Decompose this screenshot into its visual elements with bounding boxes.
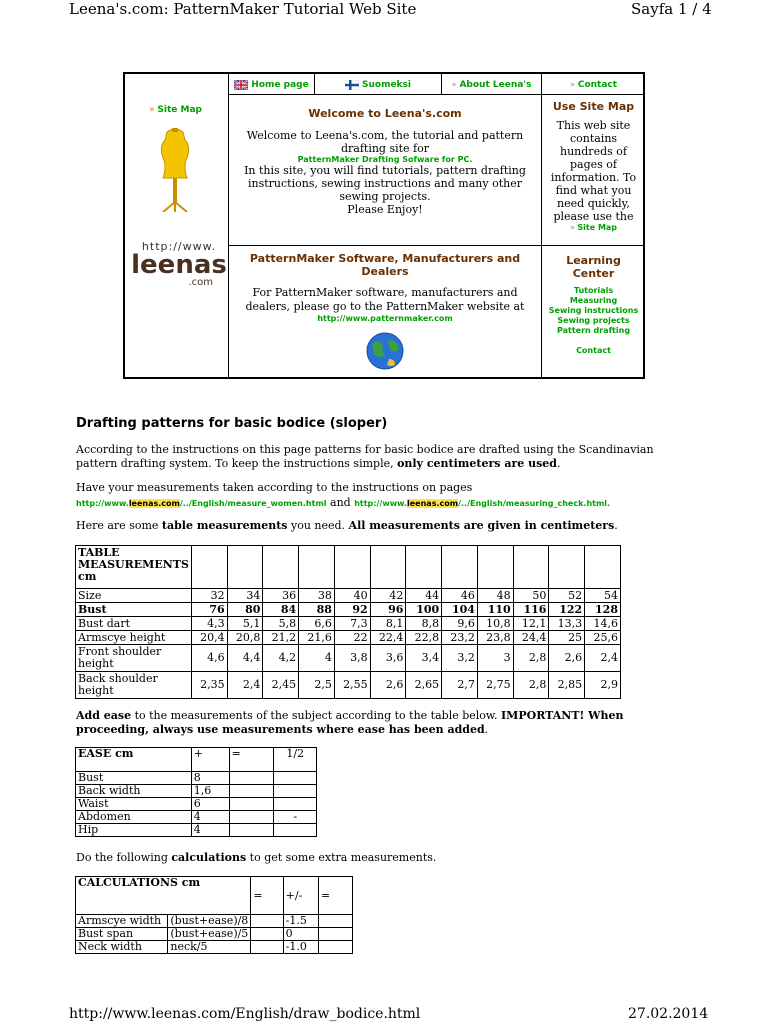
measurements-text: Have your measurements taken according to the instructions on pages	[76, 481, 473, 494]
p4-bold2: IMPORTANT! When proceeding, always use measurements where ease has been added	[76, 709, 624, 736]
table-cell: 116	[513, 603, 549, 617]
table-cell: 32	[191, 589, 227, 603]
nav-suomeksi-link[interactable]	[315, 74, 441, 95]
learning-link-measuring[interactable]: Measuring	[569, 296, 618, 305]
left-sitemap-link[interactable]	[149, 105, 202, 115]
table-row	[76, 915, 353, 928]
row-label: Bust dart	[76, 617, 192, 631]
table-cell: 13,3	[549, 617, 585, 631]
p4-bold1: Add ease	[76, 709, 132, 722]
table-row	[76, 645, 621, 672]
learning-center-title: Learning Center	[566, 254, 621, 280]
page-number: Sayfa 1 / 4	[631, 0, 712, 18]
p5-end: to get some extra measurements.	[246, 851, 437, 864]
learning-link-contact[interactable]: Contact	[576, 346, 611, 355]
page-title: Leena's.com: PatternMaker Tutorial Web Site	[69, 0, 417, 18]
table-cell	[274, 785, 317, 798]
row-label: Back width	[76, 785, 192, 798]
table-cell	[229, 785, 274, 798]
table-cell: 6,6	[299, 617, 335, 631]
table-cell: 10,8	[477, 617, 513, 631]
table-cell: 4	[299, 645, 335, 672]
p3-mid: you need.	[287, 519, 349, 532]
table-header-row	[76, 748, 317, 772]
table-cell	[229, 798, 274, 811]
link1-path: /../English/measure_women.html	[179, 499, 327, 508]
table-cell: 42	[370, 589, 406, 603]
learning-link-sewing-projects[interactable]: Sewing projects	[557, 316, 630, 325]
table-cell	[318, 928, 352, 941]
row-label: Front shoulder height	[76, 645, 192, 672]
table-cell: 52	[549, 589, 585, 603]
pm-text: For PatternMaker software, manufacturers and dealers, please go to the PatternMaker website at	[245, 286, 525, 313]
table-cell: 2,75	[477, 672, 513, 699]
footer-date: 27.02.2014	[628, 1006, 709, 1022]
table-cell: 2,7	[442, 672, 478, 699]
table-cell: 22	[334, 631, 370, 645]
table-cell: 2,55	[334, 672, 370, 699]
table-cell: 7,3	[334, 617, 370, 631]
row-label: Neck width	[76, 941, 168, 954]
nav-about-link[interactable]	[442, 74, 541, 95]
table-cell	[229, 772, 274, 785]
table-cell: 22,4	[370, 631, 406, 645]
welcome-line1: Welcome to Leena's.com, the tutorial and pattern drafting site for	[246, 129, 524, 155]
nav-about-label: About Leena's	[459, 79, 532, 90]
table-cell: 3,4	[406, 645, 442, 672]
dress-form-icon	[155, 126, 195, 212]
p3-bold2: All measurements are given in centimeters	[348, 519, 615, 532]
table-cell: 100	[406, 603, 442, 617]
calc-header-cell: =	[318, 877, 352, 915]
table-cell: 48	[477, 589, 513, 603]
row-label: Hip	[76, 824, 192, 837]
table-cell: 4	[191, 824, 229, 837]
table-cell	[251, 928, 283, 941]
table-cell	[251, 915, 283, 928]
table-cell: 2,4	[227, 672, 263, 699]
table-cell: 88	[299, 603, 335, 617]
row-label: Back shoulder height	[76, 672, 192, 699]
table-cell	[274, 798, 317, 811]
table-cell: 2,5	[299, 672, 335, 699]
use-sitemap-title: Use Site Map	[552, 100, 635, 113]
calculations-table	[75, 876, 353, 954]
arrow-icon: »	[451, 80, 457, 89]
learning-center-section	[542, 254, 645, 356]
arrow-icon: »	[569, 223, 575, 232]
table-cell: 96	[370, 603, 406, 617]
table-cell: 4,3	[191, 617, 227, 631]
table-cell: 104	[442, 603, 478, 617]
table-cell: neck/5	[168, 941, 251, 954]
table-cell: 20,4	[191, 631, 227, 645]
p3-bold1: table measurements	[161, 519, 288, 532]
table-cell: 21,2	[263, 631, 299, 645]
finland-flag-icon	[345, 80, 359, 90]
row-label: Armscye height	[76, 631, 192, 645]
table-row	[76, 811, 317, 824]
table-cell	[318, 941, 352, 954]
logo-main-text: leenas	[131, 250, 227, 280]
table-cell: 25,6	[585, 631, 621, 645]
table-cell: 24,4	[513, 631, 549, 645]
row-label: Abdomen	[76, 811, 192, 824]
calc-header-cell: +/-	[283, 877, 318, 915]
table-cell: -1.5	[283, 915, 318, 928]
welcome-link[interactable]: PatternMaker Drafting Sofware for PC.	[297, 155, 473, 164]
table-cell: 2,6	[370, 672, 406, 699]
table-cell: 44	[406, 589, 442, 603]
row-label: Size	[76, 589, 192, 603]
table-header-row	[76, 877, 353, 915]
left-sitemap-label: Site Map	[157, 105, 202, 115]
nav-contact-label: Contact	[577, 79, 618, 90]
table-cell: 2,6	[549, 645, 585, 672]
p3-end: .	[614, 519, 618, 532]
table-measurements	[75, 545, 621, 699]
site-header-box	[123, 72, 645, 379]
table-cell: (bust+ease)/8	[168, 915, 251, 928]
table-cell: 4,4	[227, 645, 263, 672]
pm-link[interactable]: http://www.patternmaker.com	[317, 314, 453, 323]
link2-domain: leenas.com	[407, 499, 459, 508]
table-cell: 0	[283, 928, 318, 941]
table-cell: (bust+ease)/5	[168, 928, 251, 941]
table-measurements-title: TABLE MEASUREMENTS cm	[76, 546, 192, 589]
and-text: and	[326, 496, 355, 509]
table-cell: 3	[477, 645, 513, 672]
intro-bold: only centimeters are used	[397, 457, 557, 470]
use-sitemap-section	[542, 96, 645, 232]
p3-text: Here are some	[76, 519, 162, 532]
row-label: Waist	[76, 798, 192, 811]
table-cell: 20,8	[227, 631, 263, 645]
table-row	[76, 672, 621, 699]
table-cell	[274, 772, 317, 785]
nav-home-link[interactable]	[229, 74, 314, 95]
table-row	[76, 928, 353, 941]
footer-url: http://www.leenas.com/English/draw_bodice.html	[69, 1006, 421, 1022]
table-cell: 14,6	[585, 617, 621, 631]
table-cell	[229, 824, 274, 837]
row-label: Bust	[76, 772, 192, 785]
table-intro-paragraph	[76, 519, 696, 533]
ease-paragraph	[76, 709, 696, 737]
table-cell	[229, 811, 274, 824]
measuring-check-link[interactable]	[354, 499, 607, 508]
patternmaker-section	[235, 252, 535, 375]
table-cell: 6	[191, 798, 229, 811]
table-cell: 23,8	[477, 631, 513, 645]
ease-header-cell: +	[191, 748, 229, 772]
table-cell: 2,85	[549, 672, 585, 699]
table-row	[76, 824, 317, 837]
ease-title: EASE cm	[76, 748, 192, 772]
intro-text: According to the instructions on this page patterns for basic bodice are drafted using the Scandinavian pattern drafting system. To keep the instructions simple,	[76, 443, 654, 470]
table-cell: 22,8	[406, 631, 442, 645]
use-sitemap-link-label: Site Map	[577, 223, 618, 232]
welcome-line2: In this site, you will find tutorials, pattern drafting instructions, sewing instructions and many other sewing projects.	[244, 164, 526, 203]
table-cell: 2,4	[585, 645, 621, 672]
use-sitemap-text: This web site contains hundreds of pages of information. To find what you need quickly, please use the	[550, 119, 637, 223]
table-cell: 2,9	[585, 672, 621, 699]
table-cell: -	[274, 811, 317, 824]
nav-contact-link[interactable]	[542, 74, 645, 95]
arrow-icon: »	[569, 80, 575, 89]
nav-suomeksi-label: Suomeksi	[362, 79, 411, 90]
table-cell: 84	[263, 603, 299, 617]
table-cell: 2,8	[513, 672, 549, 699]
table-cell: 110	[477, 603, 513, 617]
welcome-section	[235, 96, 535, 216]
table-row	[76, 603, 621, 617]
table-cell: 54	[585, 589, 621, 603]
article-heading: Drafting patterns for basic bodice (sloper)	[76, 416, 388, 431]
measurements-paragraph	[76, 481, 696, 511]
welcome-title: Welcome to Leena's.com	[308, 107, 462, 120]
link2-prefix: http://www.	[354, 499, 408, 508]
table-cell: 40	[334, 589, 370, 603]
ease-header-cell: =	[229, 748, 274, 772]
table-cell: 4,6	[191, 645, 227, 672]
site-logo	[131, 240, 227, 288]
table-cell: 4,2	[263, 645, 299, 672]
table-cell	[318, 915, 352, 928]
table-cell: 128	[585, 603, 621, 617]
welcome-line3: Please Enjoy!	[347, 203, 423, 216]
table-row	[76, 772, 317, 785]
table-cell: 50	[513, 589, 549, 603]
link1-prefix: http://www.	[76, 499, 129, 508]
table-cell: 76	[191, 603, 227, 617]
table-cell: 92	[334, 603, 370, 617]
learning-link-sewing-instructions[interactable]: Sewing instructions	[548, 306, 639, 315]
table-cell: 1,6	[191, 785, 229, 798]
table-cell: 3,8	[334, 645, 370, 672]
table-cell: 3,2	[442, 645, 478, 672]
ease-table	[75, 747, 317, 837]
table-cell: 4	[191, 811, 229, 824]
table-cell: 38	[299, 589, 335, 603]
table-cell: 2,65	[406, 672, 442, 699]
learning-link-pattern-drafting[interactable]: Pattern drafting	[556, 326, 631, 335]
table-cell: 8	[191, 772, 229, 785]
table-cell	[274, 824, 317, 837]
table-cell: 9,6	[442, 617, 478, 631]
p5-bold: calculations	[171, 851, 247, 864]
table-cell: 5,1	[227, 617, 263, 631]
logo-bottom-text: .com	[188, 277, 213, 288]
table-cell: 46	[442, 589, 478, 603]
table-cell: -1.0	[283, 941, 318, 954]
table-cell: 25	[549, 631, 585, 645]
link-dot: .	[607, 499, 611, 508]
table-cell: 23,2	[442, 631, 478, 645]
link2-path: /../English/measuring_check.html	[458, 499, 608, 508]
row-label: Armscye width	[76, 915, 168, 928]
table-cell: 2,35	[191, 672, 227, 699]
link1-domain: leenas.com	[128, 499, 180, 508]
pm-title: PatternMaker Software, Manufacturers and Dealers	[249, 252, 521, 278]
table-row	[76, 631, 621, 645]
nav-home-label: Home page	[251, 79, 309, 90]
p4-text: to the measurements of the subject according to the table below.	[131, 709, 502, 722]
p5-text: Do the following	[76, 851, 172, 864]
table-row	[76, 798, 317, 811]
logo-top-text: http://www.	[141, 240, 217, 253]
table-cell: 34	[227, 589, 263, 603]
table-cell: 36	[263, 589, 299, 603]
table-cell: 8,8	[406, 617, 442, 631]
table-row	[76, 589, 621, 603]
table-cell: 80	[227, 603, 263, 617]
table-cell: 122	[549, 603, 585, 617]
intro-end: .	[556, 457, 561, 470]
table-cell: 2,45	[263, 672, 299, 699]
row-label: Bust span	[76, 928, 168, 941]
table-cell: 5,8	[263, 617, 299, 631]
table-cell: 12,1	[513, 617, 549, 631]
row-label: Bust	[76, 603, 192, 617]
calc-title: CALCULATIONS cm	[76, 877, 251, 915]
measure-women-link[interactable]	[76, 499, 327, 508]
uk-flag-icon	[234, 80, 248, 90]
intro-paragraph	[76, 443, 696, 471]
table-cell	[251, 941, 283, 954]
use-sitemap-link[interactable]	[542, 223, 645, 232]
p4-end: .	[484, 723, 489, 736]
table-cell: 21,6	[299, 631, 335, 645]
learning-link-tutorials[interactable]: Tutorials	[573, 286, 614, 295]
arrow-icon: »	[149, 105, 155, 115]
calc-header-cell: =	[251, 877, 283, 915]
table-cell: 8,1	[370, 617, 406, 631]
table-cell: 3,6	[370, 645, 406, 672]
globe-icon	[365, 331, 405, 371]
table-row	[76, 785, 317, 798]
table-cell: 2,8	[513, 645, 549, 672]
table-row	[76, 941, 353, 954]
calc-paragraph	[76, 851, 696, 865]
ease-header-cell: 1/2	[274, 748, 317, 772]
table-row	[76, 617, 621, 631]
